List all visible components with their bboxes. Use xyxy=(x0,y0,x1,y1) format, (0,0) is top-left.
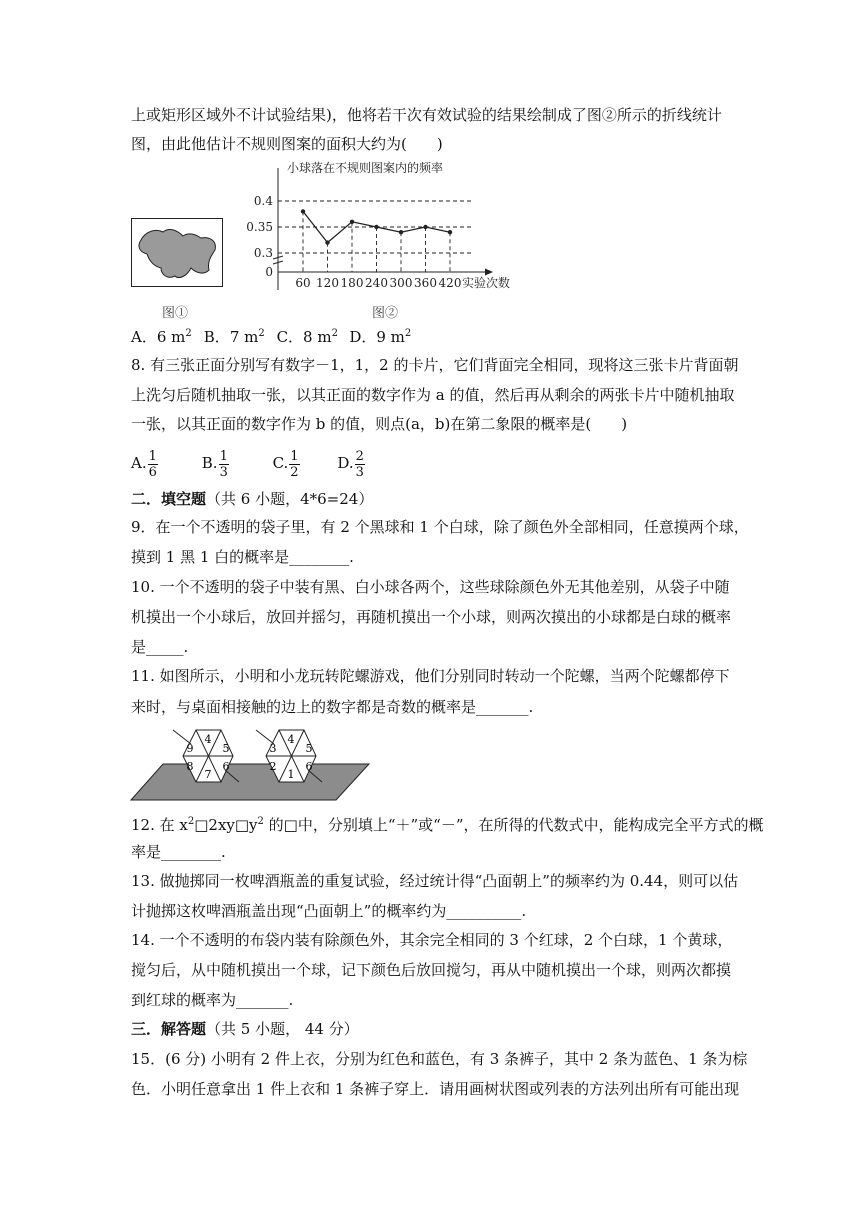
q11-answer-blank[interactable]: _______ xyxy=(476,698,529,716)
figure-1 xyxy=(131,218,223,288)
q12-line2: 率是________. xyxy=(131,843,226,861)
q14-line1: 14. 一个不透明的布袋内装有除颜色外，其余完全相同的 3 个红球，2 个白球，1 个黄球， xyxy=(131,931,733,949)
xtick-label: 180 xyxy=(340,276,364,290)
data-point-3 xyxy=(374,225,378,229)
q7-option-b[interactable]: B．7 $m^2$ xyxy=(203,328,265,346)
top-2-face-number: 4 xyxy=(287,733,295,746)
xtick-label: 120 xyxy=(316,276,339,290)
q7-option-a[interactable]: A．6 $m^2$ xyxy=(131,328,192,346)
q10-line2: 机摸出一个小球后，放回并摇匀，再随机摸出一个小球，则两次摸出的小球都是白球的概率 xyxy=(131,608,732,626)
q15-line1: 15．(6 分) 小明有 2 件上衣，分别为红色和蓝色，有 3 条裤子，其中 2 条为蓝色、1 条为棕 xyxy=(131,1050,748,1068)
q9-line2: 摸到 1 黑 1 白的概率是________. xyxy=(131,548,354,566)
q7-option-d[interactable]: D．9 $m^2$ xyxy=(349,328,412,346)
ytick-label: 0.35 xyxy=(246,220,273,234)
q10-line1: 10. 一个不透明的袋子中装有黑、白小球各两个，这些球除颜色外无其他差别，从袋子中随 xyxy=(131,578,730,596)
x-axis-arrow xyxy=(485,269,493,276)
top-2-face-number: 1 xyxy=(287,768,295,781)
q13-answer-blank[interactable]: __________ xyxy=(446,902,522,920)
q8-line2: 上洗匀后随机抽取一张，以其正面的数字作为 a 的值，然后再从剩余的两张卡片中随机抽取 xyxy=(131,386,735,404)
q9-line1: 9．在一个不透明的袋子里，有 2 个黑球和 1 个白球，除了颜色外全部相同，任意摸两个球， xyxy=(131,518,749,536)
q11-line1: 11. 如图所示，小明和小龙玩转陀螺游戏，他们分别同时转动一个陀螺，当两个陀螺都停下 xyxy=(131,667,730,685)
chart-xlabel: 实验次数 xyxy=(462,276,511,290)
q13-line1: 13. 做抛掷同一枚啤酒瓶盖的重复试验，经过统计得“凸面朝上”的频率约为 0.44，则可以估 xyxy=(131,872,739,890)
q7-line1: 上或矩形区域外不计试验结果)，他将若干次有效试验的结果绘制成了图②所示的折线统计 xyxy=(131,106,722,124)
q7-option-c[interactable]: C．8 $m^2$ xyxy=(276,328,338,346)
tabletop xyxy=(131,764,369,800)
section-2-heading xyxy=(131,489,741,509)
ytick-label: 0 xyxy=(265,265,273,279)
q8-option-c[interactable]: C. $\frac{1}{2}$ xyxy=(272,448,299,480)
q7-options xyxy=(131,324,741,347)
top-2-face-number: 6 xyxy=(305,760,313,773)
q11-line2: 来时，与桌面相接触的边上的数字都是奇数的概率是_______. xyxy=(131,698,534,716)
q12-answer-blank[interactable]: ________ xyxy=(161,843,222,861)
xtick-label: 240 xyxy=(365,276,388,290)
top-1-face-number: 9 xyxy=(186,742,194,755)
frequency-line-chart xyxy=(246,160,523,295)
q10-line3: 是_____. xyxy=(131,638,189,656)
xtick-label: 360 xyxy=(414,276,437,290)
data-point-4 xyxy=(399,230,403,234)
q14-line3: 到红球的概率为_______. xyxy=(131,991,294,1009)
top-1-face-number: 6 xyxy=(222,760,230,773)
ytick-label: 0.3 xyxy=(253,246,273,260)
q12-line1: 12. 在 $x^2□2xy□y^2$ 的□中，分别填上“＋”或“－”，在所得的代数式中，能构成完全平方式的概 xyxy=(131,816,764,834)
q8-option-d[interactable]: D. $\frac{2}{3}$ xyxy=(337,448,364,480)
data-point-2 xyxy=(350,220,354,224)
q10-answer-blank[interactable]: _____ xyxy=(146,638,184,656)
q13-line2: 计抛掷这枚啤酒瓶盖出现“凸面朝上”的概率约为__________. xyxy=(131,902,527,920)
data-point-1 xyxy=(325,240,329,244)
section-2-title: 二．填空题 xyxy=(131,490,207,508)
section-3-note: （共 5 小题， 44 分） xyxy=(206,1020,359,1038)
xtick-label: 60 xyxy=(295,276,311,290)
top-1-face-number: 8 xyxy=(186,760,194,773)
q14-line2: 搅匀后，从中随机摸出一个球，记下颜色后放回搅匀，再从中随机摸出一个球，则两次都摸 xyxy=(131,961,732,979)
spinning-tops-figure xyxy=(131,726,371,804)
section-3-heading xyxy=(131,1019,741,1039)
top-1-face-number: 7 xyxy=(204,768,212,781)
section-3-title: 三．解答题 xyxy=(131,1020,207,1038)
chart-ylabel: 小球落在不规则图案内的频率 xyxy=(287,161,444,175)
irregular-shape xyxy=(139,229,215,277)
q8-options xyxy=(131,443,741,483)
top-2-face-number: 2 xyxy=(269,760,277,773)
top-2-face-number: 5 xyxy=(305,742,313,755)
top-2-face-number: 3 xyxy=(269,742,277,755)
q7-line2: 图，由此他估计不规则图案的面积大约为( ) xyxy=(131,135,443,153)
ytick-label: 0.4 xyxy=(253,194,273,208)
section-2-note: （共 6 小题，4*6=24） xyxy=(206,490,374,508)
q8-option-b[interactable]: B. $\frac{1}{3}$ xyxy=(201,448,228,480)
top-1-face-number: 5 xyxy=(222,742,230,755)
top-1-face-number: 4 xyxy=(204,733,212,746)
data-point-6 xyxy=(448,230,452,234)
q15-line2: 色．小明任意拿出 1 件上衣和 1 条裤子穿上．请用画树状图或列表的方法列出所有可能出现 xyxy=(131,1080,740,1098)
q9-answer-blank[interactable]: ________ xyxy=(289,548,350,566)
q8-option-a[interactable]: A. $\frac{1}{6}$ xyxy=(131,448,157,480)
xtick-label: 300 xyxy=(389,276,413,290)
q8-line3: 一张，以其正面的数字作为 b 的值，则点(a，b)在第二象限的概率是( ) xyxy=(131,415,628,433)
q8-line1: 8. 有三张正面分别写有数字－1，1，2 的卡片，它们背面完全相同，现将这三张卡片背面朝 xyxy=(131,356,739,374)
q14-answer-blank[interactable]: _______ xyxy=(236,991,289,1009)
figure-2-caption: 图② xyxy=(372,306,399,321)
data-point-5 xyxy=(423,225,427,229)
figure-1-caption: 图① xyxy=(162,306,189,321)
xtick-label: 420 xyxy=(438,276,462,290)
data-point-0 xyxy=(301,209,305,213)
